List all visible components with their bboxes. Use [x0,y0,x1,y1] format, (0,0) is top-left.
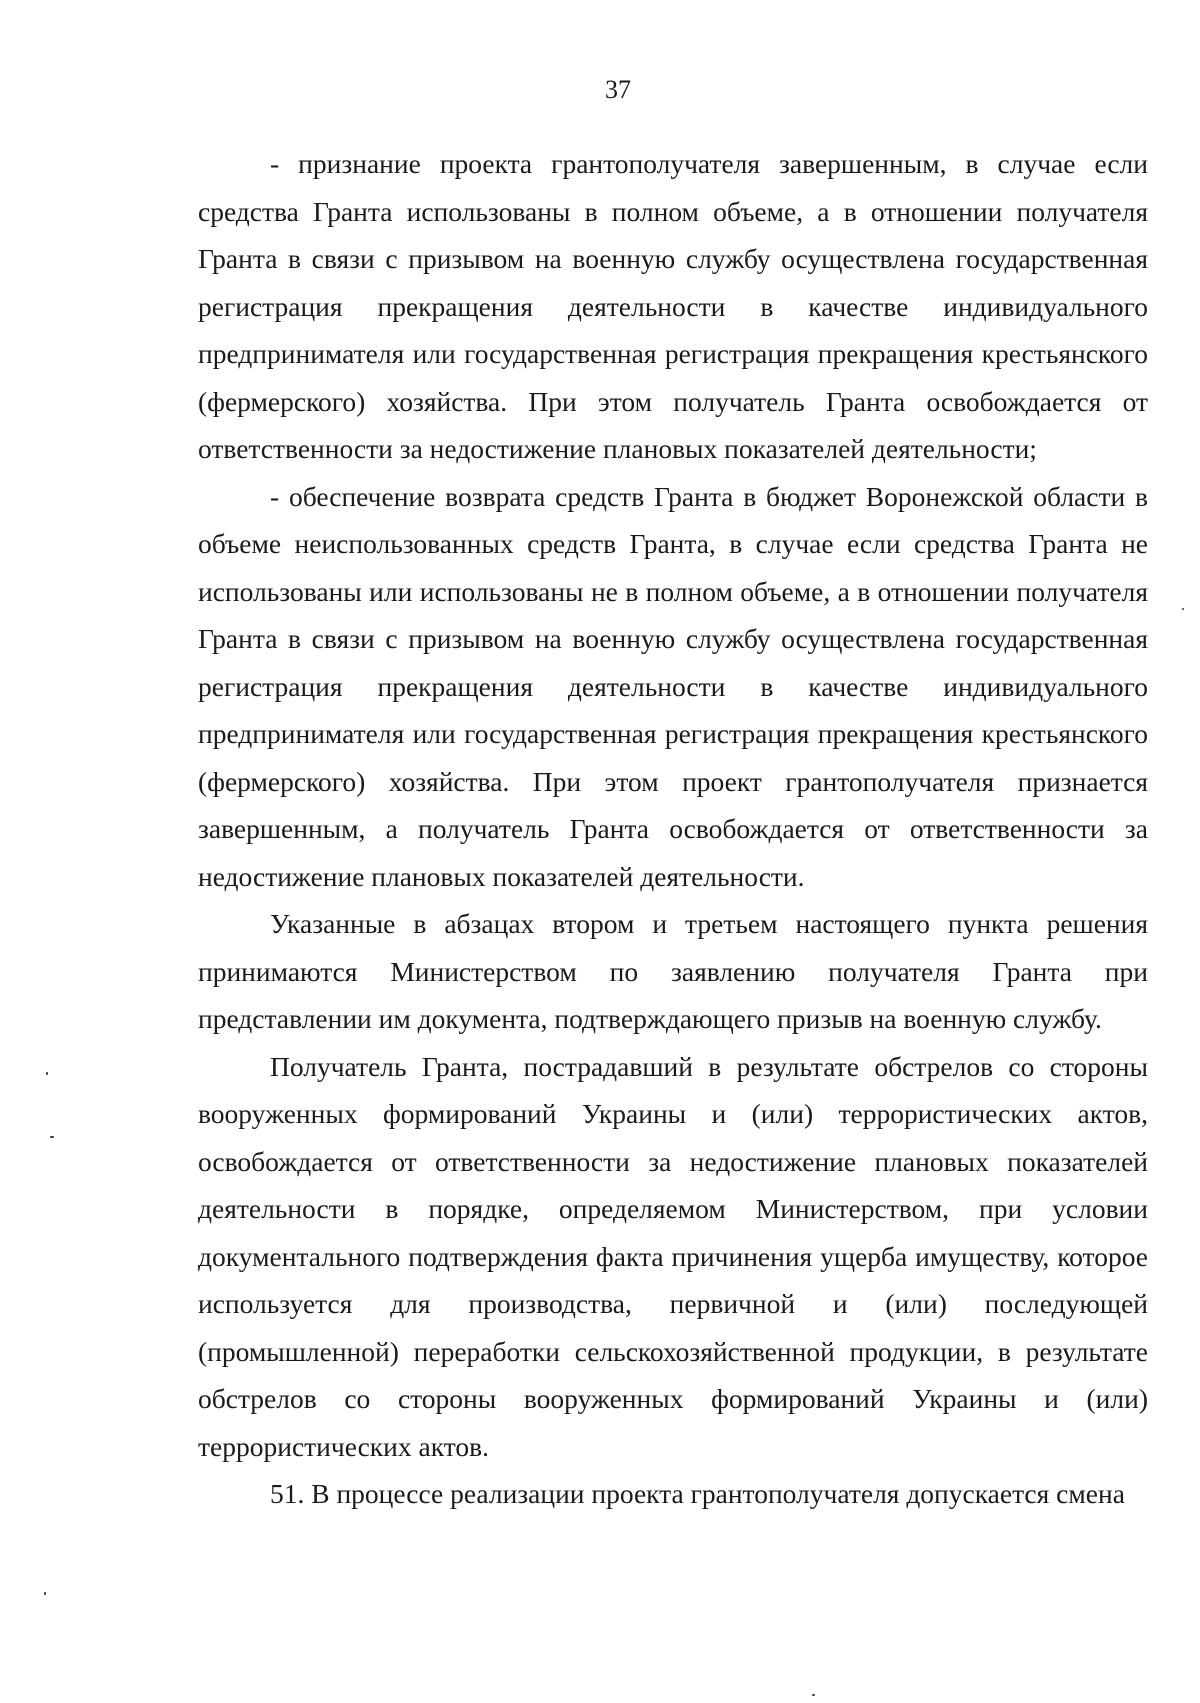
paragraph-51: 51. В процессе реализации проекта грантополучателя допускается смена [270,1478,1125,1509]
paragraph-funds-return: - обеспечение возврата средств Гранта в бюджет Воронежской области в объеме неиспользованных средств Гранта, в случае если средства Гранта не использованы или использованы не в полном объеме, а в отношении получателя Гранта в связи с призывом на военную службу осуществлена государственная регистрация прекращения деятельности в качестве индивидуального предпринимателя или государственная регистрация прекращения крестьянского (фермерского) хозяйства. При этом проект грантополучателя признается завершенным, а получатель Гранта освобождается от ответственности за недостижение плановых показателей деятельности. [198,480,1148,892]
page-number: 37 [605,75,631,104]
scan-speck [50,1136,54,1138]
paragraph-ministry-decisions: Указанные в абзацах втором и третьем настоящего пункта решения принимаются Министерством по заявлению получателя Гранта при представлении им документа, подтверждающего призыв на военную службу. [198,908,1148,1034]
paragraph-shelling-damage: Получатель Гранта, пострадавший в результате обстрелов со стороны вооруженных формирований Украины и (или) террористических актов, освобождается от ответственности за недостижение плановых показателей деятельности в порядке, определяемом Министерством, при условии документального подтверждения факта причинения ущерба имуществу, которое используется для производства, первичной и (или) последующей (промышленной) переработки сельскохозяйственной продукции, в результате обстрелов со стороны вооруженных формирований Украины и (или) террористических актов. [198,1050,1148,1462]
scan-speck [44,1592,46,1595]
paragraph-project-completion: - признание проекта грантополучателя завершенным, в случае если средства Гранта использованы в полном объеме, а в отношении получателя Гранта в связи с призывом на военную службу осуществлена государственная регистрация прекращения деятельности в качестве индивидуального предпринимателя или государственная регистрация прекращения крестьянского (фермерского) хозяйства. При этом получатель Гранта освобождается от ответственности за недостижение плановых показателей деятельности; [198,148,1148,464]
scan-speck [46,1072,48,1075]
document-body [198,140,1148,1518]
scan-speck [1182,608,1184,610]
scan-speck [812,1694,815,1696]
